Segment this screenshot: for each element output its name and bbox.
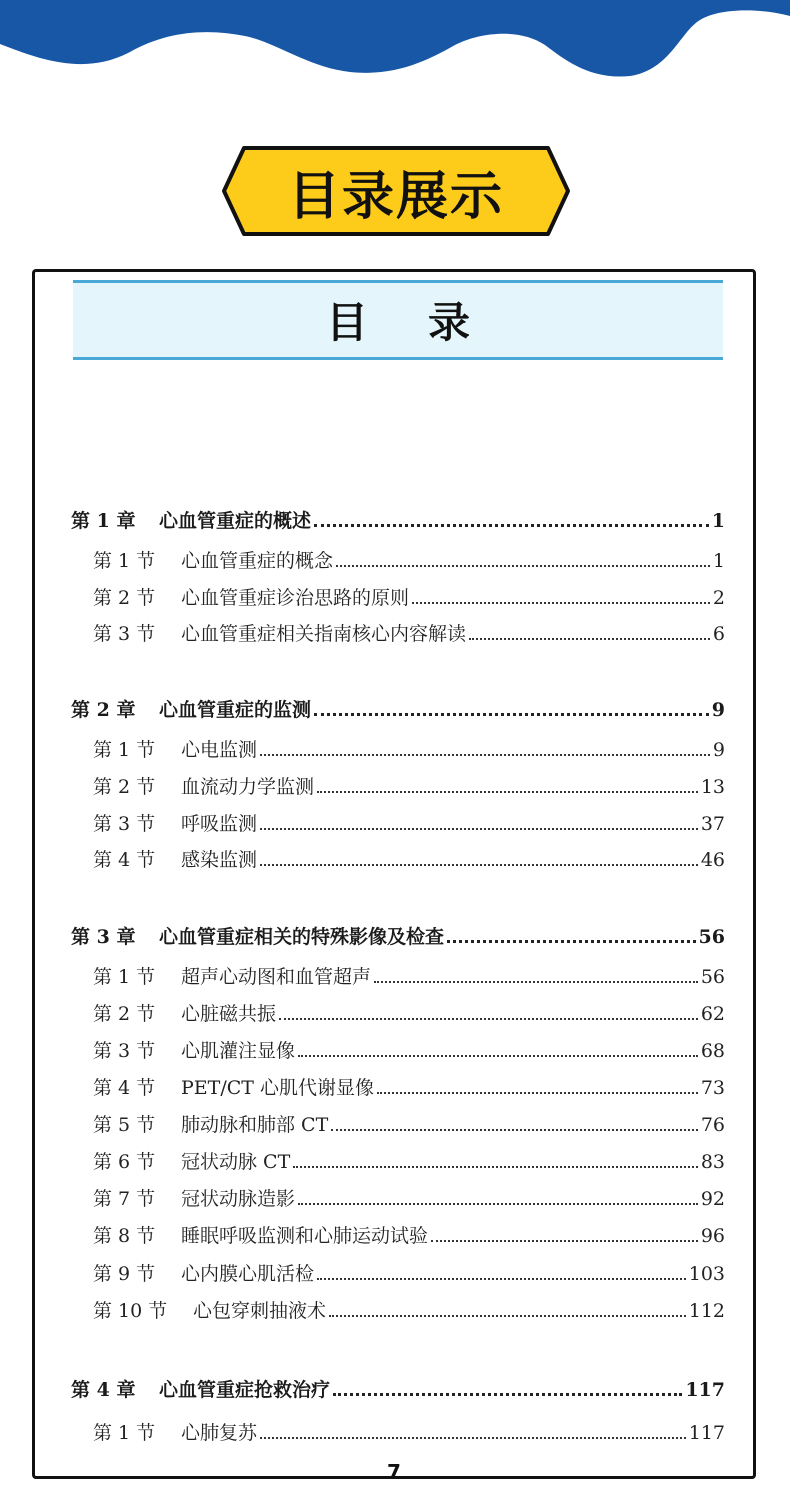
section-title: 冠状动脉造影 — [181, 1188, 296, 1210]
toc-section[interactable] — [93, 583, 725, 610]
section-title: 心血管重症诊治思路的原则 — [181, 587, 410, 609]
section-label: 第 3 节 — [93, 623, 156, 645]
section-label: 第 2 节 — [93, 776, 156, 798]
toc-title: 目录 — [325, 298, 530, 347]
toc-section[interactable] — [93, 1036, 725, 1063]
dot-leader — [317, 791, 698, 793]
page-ref: 96 — [700, 1225, 725, 1247]
section-title: 心肺复苏 — [181, 1422, 258, 1444]
dot-leader — [314, 713, 709, 716]
toc-chapter-1[interactable] — [71, 506, 725, 533]
page-ref: 92 — [700, 1188, 725, 1210]
dot-leader — [260, 754, 710, 756]
dot-leader — [260, 1437, 686, 1439]
section-label: 第 2 节 — [93, 587, 156, 609]
dot-leader — [329, 1315, 686, 1317]
toc-frame — [32, 269, 756, 1484]
page-ref: 9 — [712, 739, 725, 761]
chapter-label: 第 3 章 — [71, 926, 136, 948]
section-label: 第 8 节 — [93, 1225, 156, 1247]
section-label: 第 1 节 — [93, 1422, 156, 1444]
section-title: 肺动脉和肺部 CT — [181, 1114, 329, 1136]
toc-list — [35, 272, 753, 1476]
toc-section[interactable] — [93, 1184, 725, 1211]
dot-leader — [293, 1166, 698, 1168]
toc-section[interactable] — [93, 619, 725, 646]
section-title: 心电监测 — [181, 739, 258, 761]
dot-leader — [314, 524, 709, 527]
page-ref: 56 — [700, 966, 725, 988]
toc-section[interactable] — [93, 1110, 725, 1137]
toc-section[interactable] — [93, 962, 725, 989]
section-label: 第 1 节 — [93, 966, 156, 988]
toc-section[interactable] — [93, 1296, 725, 1323]
dot-leader — [431, 1240, 698, 1242]
section-label: 第 1 节 — [93, 550, 156, 572]
chapter-title: 心血管重症的概述 — [159, 510, 312, 532]
page-ref: 83 — [700, 1151, 725, 1173]
section-label: 第 10 节 — [93, 1300, 168, 1322]
page-ref: 46 — [700, 849, 725, 871]
dot-leader — [333, 1393, 682, 1396]
page-ref: 37 — [700, 813, 725, 835]
section-title: 超声心动图和血管超声 — [181, 966, 372, 988]
section-title: 血流动力学监测 — [181, 776, 315, 798]
section-label: 第 3 节 — [93, 813, 156, 835]
page-ref: 73 — [700, 1077, 725, 1099]
toc-section[interactable] — [93, 809, 725, 836]
chapter-title: 心血管重症的监测 — [159, 699, 312, 721]
page-ref: 62 — [700, 1003, 725, 1025]
dot-leader — [260, 828, 698, 830]
section-label: 第 5 节 — [93, 1114, 156, 1136]
dot-leader — [377, 1092, 698, 1094]
page-ref: 68 — [700, 1040, 725, 1062]
section-label: 第 7 节 — [93, 1188, 156, 1210]
wave-decoration — [0, 0, 790, 90]
dot-leader — [298, 1055, 698, 1057]
dot-leader — [260, 864, 698, 866]
chapter-label: 第 1 章 — [71, 510, 136, 532]
toc-chapter-4[interactable] — [71, 1375, 725, 1402]
section-title: PET/CT 心肌代谢显像 — [181, 1077, 374, 1099]
toc-section[interactable] — [93, 1073, 725, 1100]
dot-leader — [447, 940, 696, 943]
section-banner-badge — [222, 146, 570, 236]
banner-title: 目录展示 — [287, 165, 504, 227]
page-ref: 2 — [712, 587, 725, 609]
toc-chapter-2[interactable] — [71, 695, 725, 722]
page-ref: 117 — [685, 1379, 725, 1401]
toc-section[interactable] — [93, 1418, 725, 1445]
toc-section[interactable] — [93, 1147, 725, 1174]
page-number: 7 — [387, 1460, 401, 1484]
chapter-title: 心血管重症相关的特殊影像及检查 — [159, 926, 445, 948]
section-title: 心血管重症相关指南核心内容解读 — [181, 623, 467, 645]
toc-section[interactable] — [93, 772, 725, 799]
dot-leader — [336, 565, 710, 567]
toc-section[interactable] — [93, 1259, 725, 1286]
dot-leader — [317, 1278, 686, 1280]
toc-chapter-3[interactable] — [71, 922, 725, 949]
chapter-title: 心血管重症抢救治疗 — [159, 1379, 331, 1401]
section-title: 冠状动脉 CT — [181, 1151, 291, 1173]
section-title: 心肌灌注显像 — [181, 1040, 296, 1062]
dot-leader — [331, 1129, 698, 1131]
section-title: 心血管重症的概念 — [181, 550, 334, 572]
toc-section[interactable] — [93, 845, 725, 872]
section-label: 第 9 节 — [93, 1263, 156, 1285]
dot-leader — [412, 602, 710, 604]
section-title: 心脏磁共振 — [181, 1003, 277, 1025]
page-ref: 103 — [688, 1263, 725, 1285]
dot-leader — [374, 981, 698, 983]
section-label: 第 1 节 — [93, 739, 156, 761]
page-ref: 76 — [700, 1114, 725, 1136]
toc-section[interactable] — [93, 735, 725, 762]
section-title: 呼吸监测 — [181, 813, 258, 835]
page-ref: 112 — [688, 1300, 725, 1322]
section-title: 感染监测 — [181, 849, 258, 871]
page-ref: 9 — [711, 699, 725, 721]
page-ref: 56 — [698, 926, 725, 948]
dot-leader — [298, 1203, 698, 1205]
section-title: 心包穿刺抽液术 — [193, 1300, 327, 1322]
section-label: 第 6 节 — [93, 1151, 156, 1173]
toc-section[interactable] — [93, 999, 725, 1026]
section-title: 睡眠呼吸监测和心肺运动试验 — [181, 1225, 429, 1247]
toc-section[interactable] — [93, 546, 725, 573]
dot-leader — [279, 1018, 698, 1020]
section-label: 第 2 节 — [93, 1003, 156, 1025]
toc-section[interactable] — [93, 1221, 725, 1248]
chapter-label: 第 2 章 — [71, 699, 136, 721]
page-ref: 13 — [700, 776, 725, 798]
section-label: 第 4 节 — [93, 1077, 156, 1099]
page-ref: 6 — [712, 623, 725, 645]
page-ref: 1 — [712, 550, 725, 572]
section-label: 第 3 节 — [93, 1040, 156, 1062]
section-label: 第 4 节 — [93, 849, 156, 871]
page-ref: 1 — [711, 510, 725, 532]
page-ref: 117 — [688, 1422, 725, 1444]
chapter-label: 第 4 章 — [71, 1379, 136, 1401]
section-title: 心内膜心肌活检 — [181, 1263, 315, 1285]
dot-leader — [469, 638, 710, 640]
